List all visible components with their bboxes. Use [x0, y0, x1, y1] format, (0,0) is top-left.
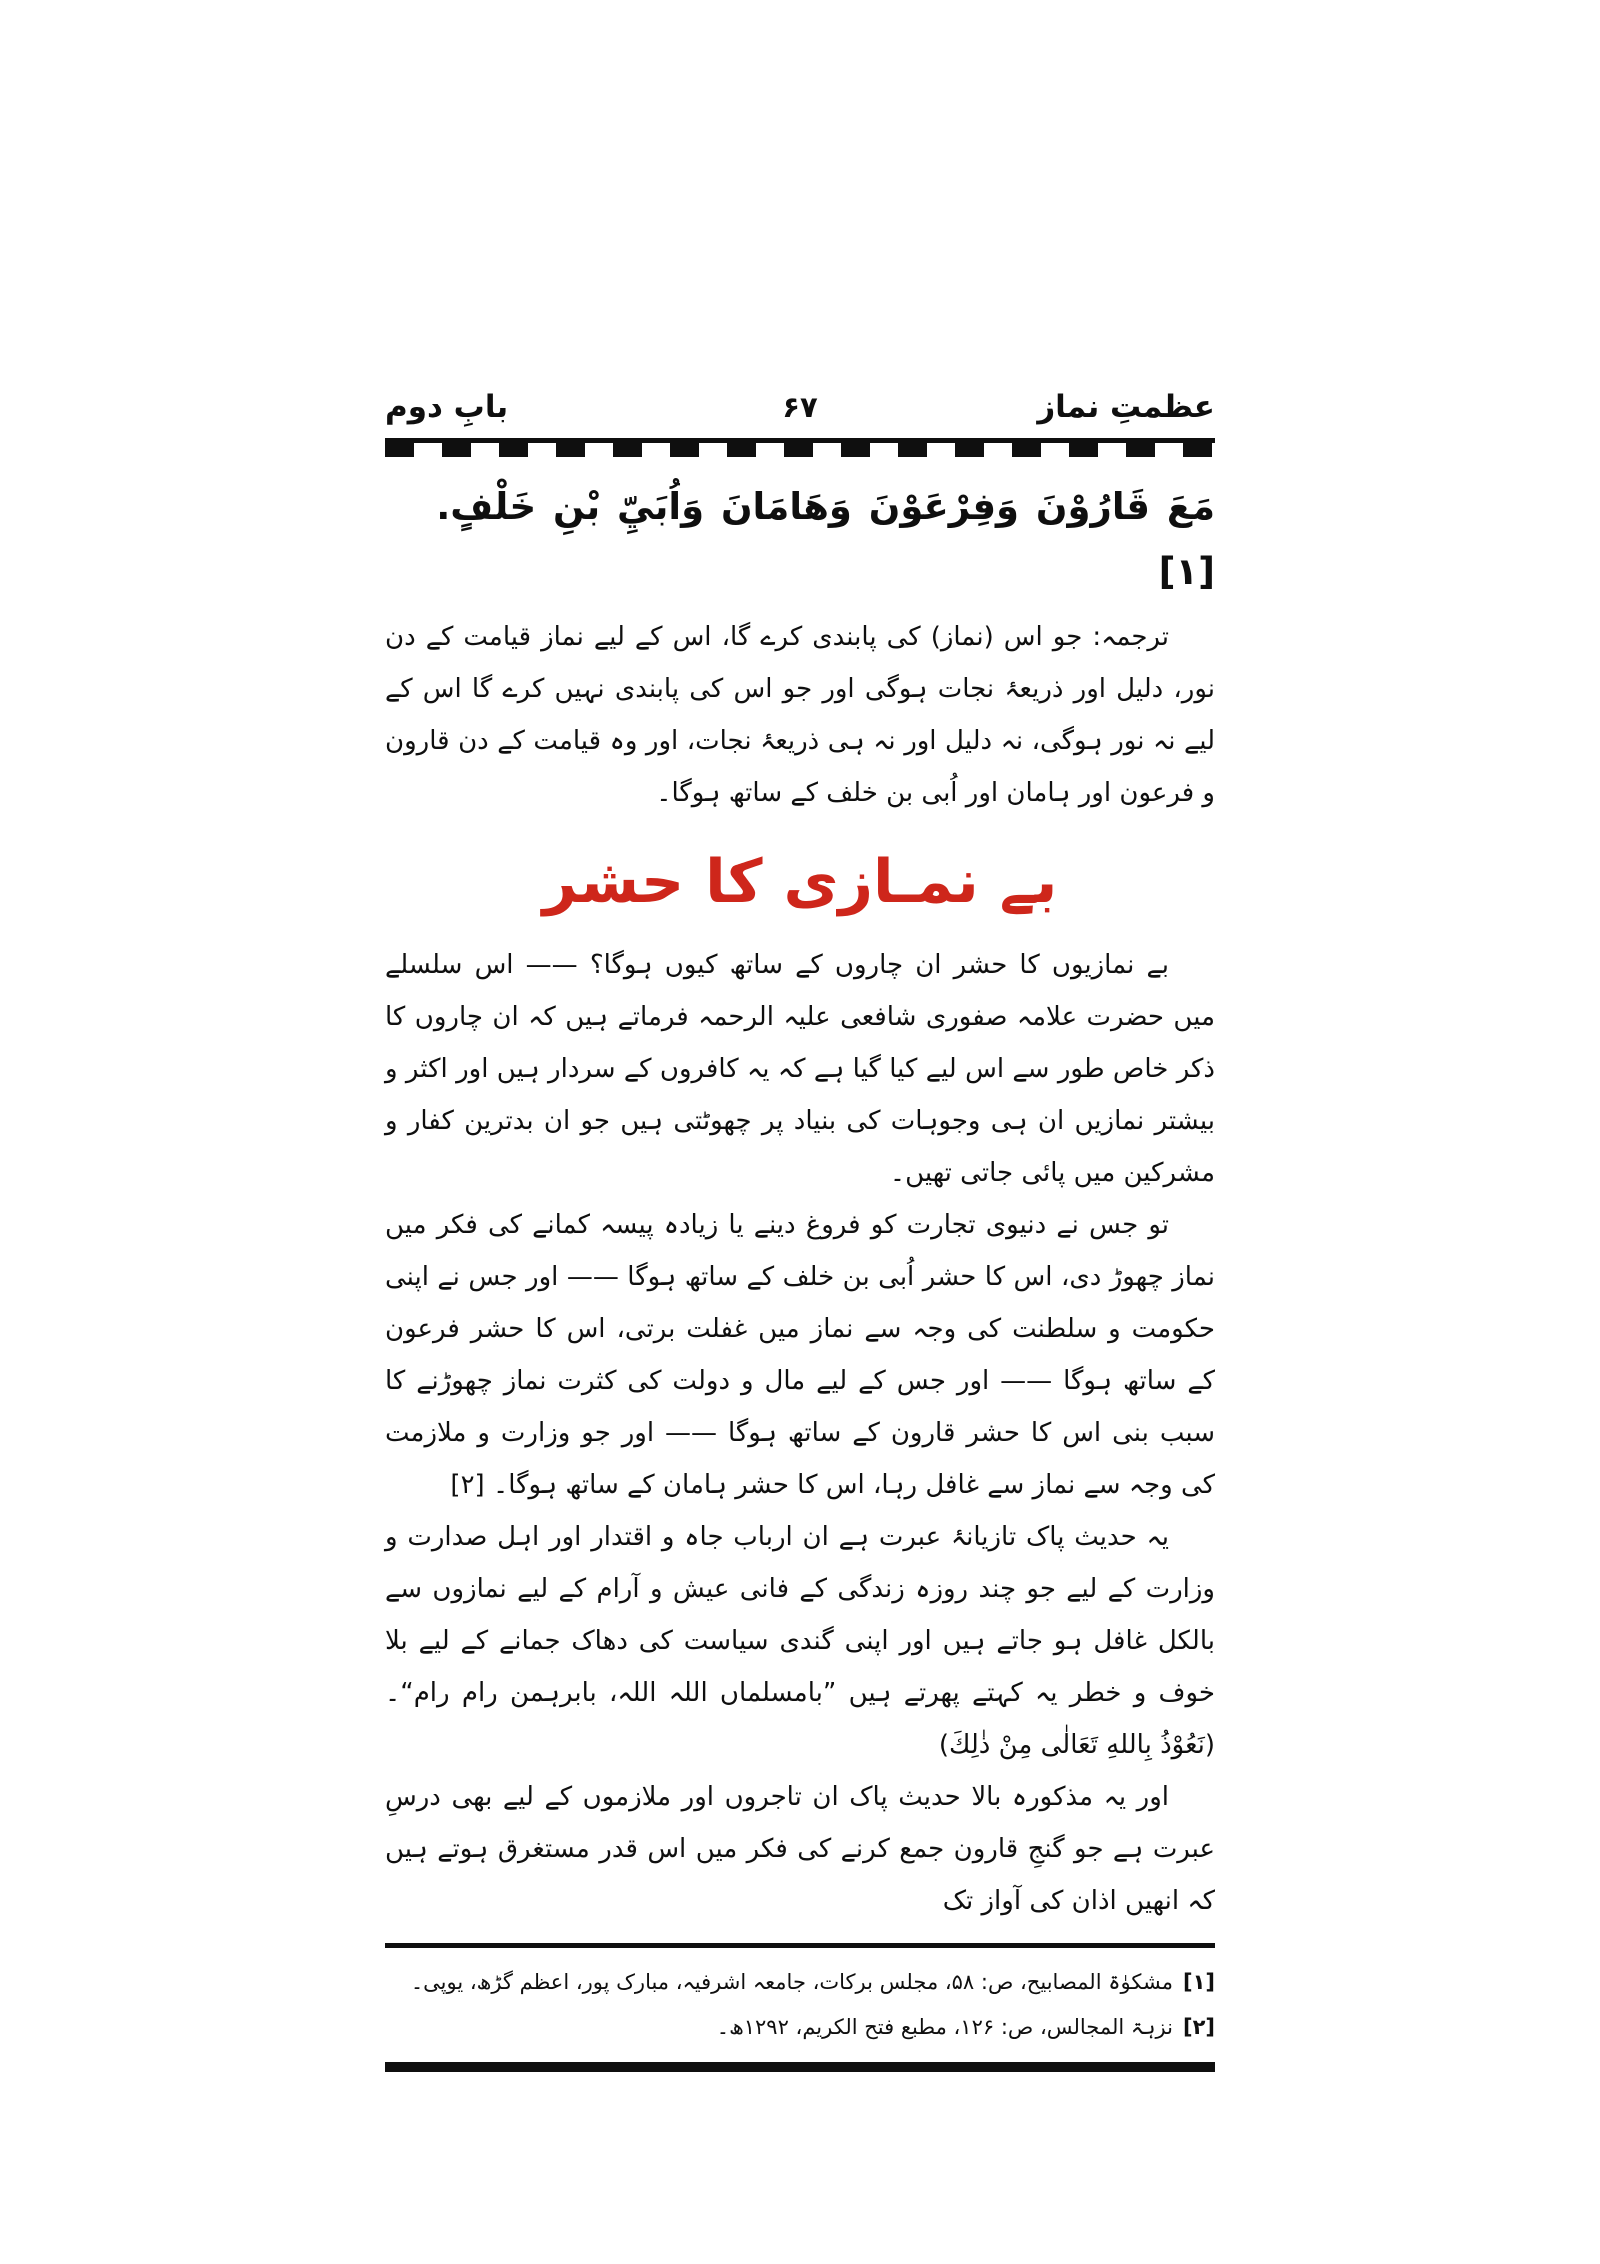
- page-number: ۶۷: [782, 390, 818, 424]
- footnote-text-2: نزہۃ المجالس، ص: ۱۲۶، مطبع فتح الکریم، ۱۲۹۲ھ۔: [716, 2015, 1173, 2040]
- hadith-arabic-text: مَعَ قَارُوْنَ وَفِرْعَوْنَ وَهَامَانَ وَاُبَيِّ بْنِ خَلْفٍ.: [436, 485, 1215, 529]
- translation-paragraph: ترجمہ: جو اس (نماز) کی پابندی کرے گا، اس کے لیے نماز قیامت کے دن نور، دلیل اور ذریعۂ نجات ہوگی اور جو اس کی پابندی نہیں کرے گا اس کے لیے نہ نور ہوگی، نہ دلیل اور نہ ہی ذریعۂ نجات، اور وہ قیامت کے دن قارون و فرعون اور ہامان اور اُبی بن خلف کے ساتھ ہوگا۔: [385, 621, 1215, 808]
- section-heading: بے نمـازی کا حشر: [542, 846, 1058, 917]
- footnote-item-1: [385, 1960, 1215, 2005]
- page-bottom-rule: [385, 2062, 1215, 2072]
- footnote-marker-1: [۱]: [1182, 1969, 1215, 1994]
- body-paragraph-3: یہ حدیث پاک تازیانۂ عبرت ہے ان ارباب جاہ و اقتدار اور اہل صدارت و وزارت کے لیے جو چند روزہ زندگی کے فانی عیش و آرام کے لیے نمازوں سے بالکل غافل ہو جاتے ہیں اور اپنی گندی سیاست کی دھاک جمانے کے لیے بلا خوف و خطر یہ کہتے پھرتے ہیں ”بامسلماں اللہ اللہ، بابرہمن رام رام“۔ (نَعُوْذُ بِاللهِ تَعَالٰی مِنْ ذٰلِكَ): [385, 1521, 1215, 1760]
- header-divider-dashed: [385, 438, 1215, 457]
- text-block: [385, 386, 1215, 2072]
- page-header: [385, 386, 1215, 429]
- body-paragraph-1: بے نمازیوں کا حشر ان چاروں کے ساتھ کیوں ہوگا؟ —— اس سلسلے میں حضرت علامہ صفوری شافعی علیہ الرحمہ فرماتے ہیں کہ ان چاروں کا ذکر خاص طور سے اس لیے کیا گیا ہے کہ یہ کافروں کے سردار ہیں اور اکثر و بیشتر نمازیں ان ہی وجوہات کی بنیاد پر چھوٹتی ہیں جو ان بدترین کفار و مشرکین میں پائی جاتی تھیں۔: [385, 949, 1215, 1188]
- footnote-text-1: مشکوٰۃ المصابیح، ص: ۵۸، مجلس برکات، جامعہ اشرفیہ، مبارک پور، اعظم گڑھ، یوپی۔: [410, 1969, 1173, 1994]
- footnote-separator-line: [385, 1943, 1215, 1948]
- footnote-list: [385, 1960, 1215, 2050]
- footnote-item-2: [385, 2005, 1215, 2050]
- body-paragraph-4: اور یہ مذکورہ بالا حدیث پاک ان تاجروں اور ملازموں کے لیے بھی درسِ عبرت ہے جو گنجِ قارون جمع کرنے کی فکر میں اس قدر مستغرق ہوتے ہیں کہ انھیں اذان کی آواز تک: [385, 1781, 1215, 1916]
- book-title: عظمتِ نماز: [1037, 389, 1215, 425]
- chapter-title: بابِ دوم: [384, 389, 509, 425]
- footnote-ref-1: [۱]: [1158, 550, 1215, 594]
- footnotes: [385, 1943, 1215, 2072]
- hadith-arabic-line: [385, 475, 1215, 605]
- body-paragraph-2: تو جس نے دنیوی تجارت کو فروغ دینے یا زیادہ پیسہ کمانے کی فکر میں نماز چھوڑ دی، اس کا حشر اُبی بن خلف کے ساتھ ہوگا —— اور جس نے اپنی حکومت و سلطنت کی وجہ سے نماز میں غفلت برتی، اس کا حشر فرعون کے ساتھ ہوگا —— اور جس کے لیے مال و دولت کی کثرت نماز چھوڑنے کا سبب بنی اس کا حشر قارون کے ساتھ ہوگا —— اور جو وزارت و ملازمت کی وجہ سے نماز سے غافل رہا، اس کا حشر ہامان کے ساتھ ہوگا۔ [۲]: [385, 1209, 1215, 1500]
- footnote-marker-2: [۲]: [1182, 2015, 1215, 2040]
